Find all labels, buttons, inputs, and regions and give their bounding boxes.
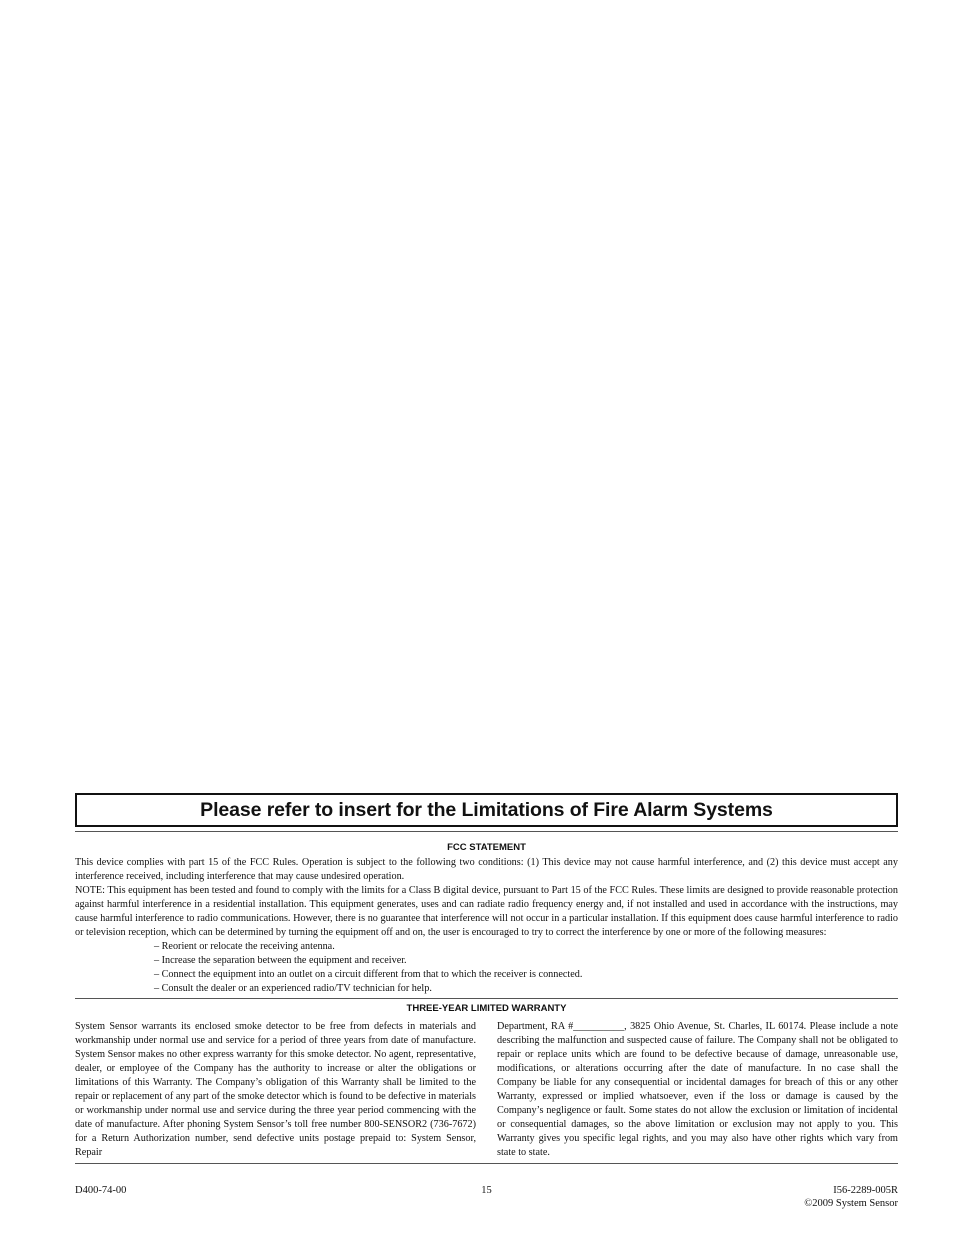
fcc-paragraph-compliance: This device complies with part 15 of the FCC Rules. Operation is subject to the following two conditions: (1) This device may not cause harmful interference, and (2) this device must accept any interference received, including interference that may cause undesired operation. <box>75 857 898 882</box>
warranty-right-column: Department, RA #__________, 3825 Ohio Avenue, St. Charles, IL 60174. Please include a note describing the malfunction and suspected cause of failure. The Company shall not be obligated to repair or replace units which are found to be defective because of damage, unreasonable use, modifications, or alterations occurring after the date of manufacture. In no case shall the Company be liable for any consequential or incidental damages for breach of this or any other Warranty, expressed or implied whatsoever, even if the loss or damage is caused by the Company’s negligence or fault. Some states do not allow the exclusion or limitation of incidental or consequential damages, so the above limitation or exclusion may not apply to you. This Warranty gives you specific legal rights, and you may also have other rights which vary from state to state. <box>497 1021 898 1158</box>
warranty-left-column: System Sensor warrants its enclosed smoke detector to be free from defects in materials and workmanship under normal use and service for a period of three years from date of manufacture. System Sensor makes no other express warranty for this smoke detector. No agent, representative, dealer, or employee of the Company has the authority to increase or alter the obligations or limitations of this Warranty. The Company’s obligation of this Warranty shall be limited to the repair or replacement of any part of the smoke detector which is found to be defective in materials or workmanship under normal use and service during the three year period commencing with the date of manufacture. After phoning System Sensor’s toll free number 800-SENSOR2 (736-7672) for a Return Authorization number, send defective units postage prepaid to: System Sensor, Repair <box>75 1021 476 1158</box>
limitations-banner: Please refer to insert for the Limitations of Fire Alarm Systems <box>75 793 898 827</box>
list-item: – Increase the separation between the equipment and receiver. <box>154 955 407 966</box>
warranty-title: THREE-YEAR LIMITED WARRANTY <box>406 1003 567 1014</box>
warranty-columns <box>75 1020 898 1163</box>
document-content <box>75 793 898 1164</box>
document-number: D400-74-00 <box>75 1185 127 1196</box>
copyright: ©2009 System Sensor <box>804 1198 898 1209</box>
fcc-statement-title: FCC STATEMENT <box>447 842 526 853</box>
divider <box>75 1163 898 1164</box>
divider <box>75 831 898 832</box>
part-info <box>804 1184 898 1210</box>
divider <box>75 998 898 999</box>
fcc-paragraph-note: NOTE: This equipment has been tested and found to comply with the limits for a Class B digital device, pursuant to Part 15 of the FCC Rules. These limits are designed to provide reasonable protection against harmful interference in a residential installation. This equipment generates, uses and can radiate radio frequency energy and, if not installed and used in accordance with the instructions, may cause harmful interference to radio communications. However, there is no guarantee that interference will not occur in a particular installation. If this equipment does cause harmful interference to radio or television reception, which can be determined by turning the equipment off and on, the user is encouraged to try to correct the interference by one or more of the following measures: <box>75 885 898 938</box>
list-item: – Connect the equipment into an outlet on a circuit different from that to which the receiver is connected. <box>154 969 583 980</box>
list-item: – Consult the dealer or an experienced radio/TV technician for help. <box>154 983 432 994</box>
list-item: – Reorient or relocate the receiving antenna. <box>154 941 335 952</box>
warranty-section <box>75 1003 898 1163</box>
part-number: I56-2289-005R <box>833 1185 898 1196</box>
fcc-measures-list <box>75 940 898 996</box>
page-number: 15 <box>481 1185 492 1196</box>
fcc-statement-section <box>75 842 898 998</box>
